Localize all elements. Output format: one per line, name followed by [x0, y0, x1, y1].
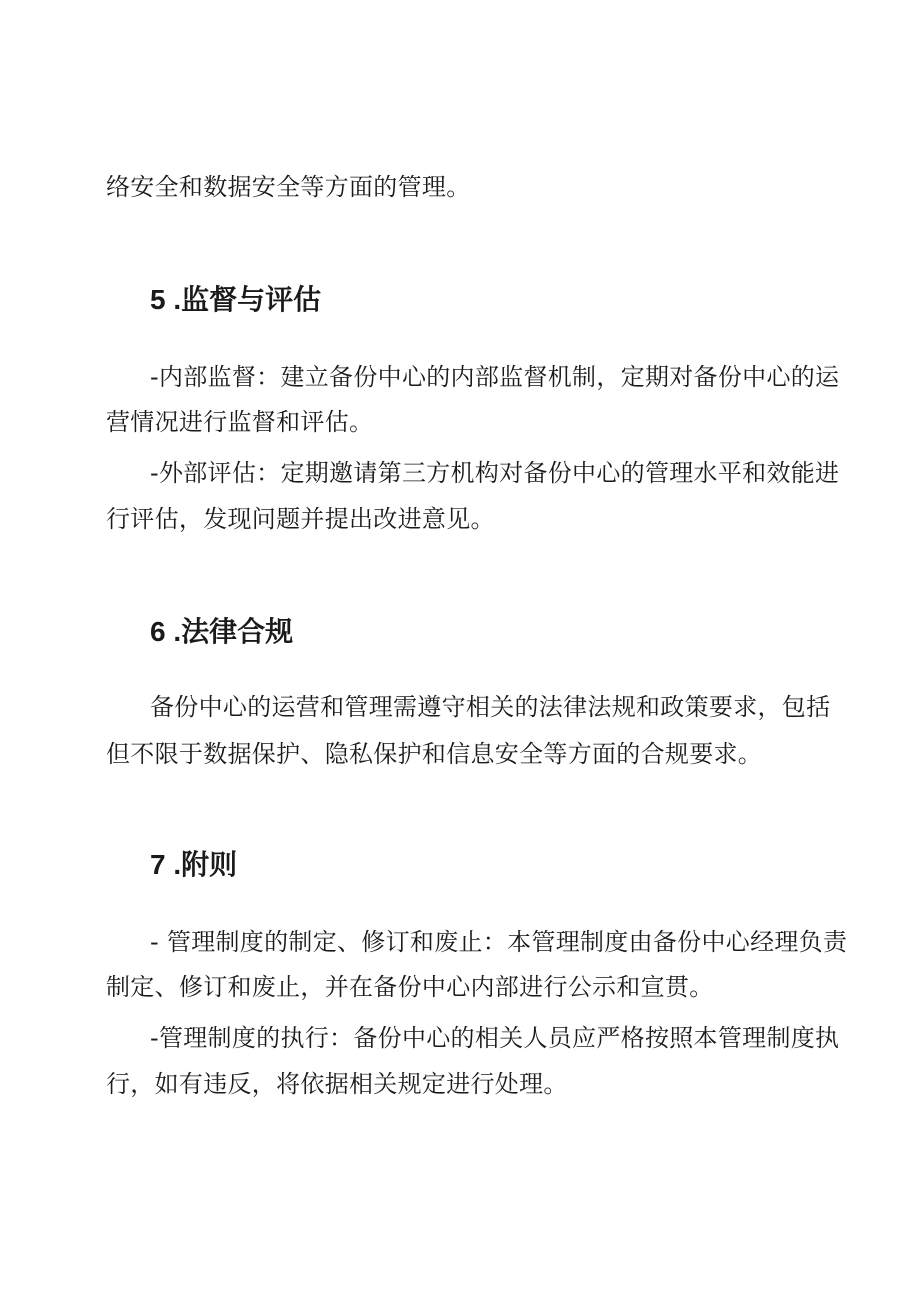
section-7-line-3: -管理制度的执行：备份中心的相关人员应严格按照本管理制度执	[150, 1024, 840, 1052]
section-5-line-4: 行评估，发现问题并提出改进意见。	[106, 505, 495, 533]
section-7-heading: 7 .附则	[150, 849, 238, 880]
section-5-line-2: 营情况进行监督和评估。	[106, 408, 374, 436]
intro-line: 络安全和数据安全等方面的管理。	[106, 173, 471, 201]
section-6-line-2: 但不限于数据保护、隐私保护和信息安全等方面的合规要求。	[106, 740, 763, 768]
section-7-line-4: 行，如有违反，将依据相关规定进行处理。	[106, 1070, 568, 1098]
section-7-line-1: - 管理制度的制定、修订和废止：本管理制度由备份中心经理负责	[150, 928, 848, 956]
section-7-line-2: 制定、修订和废止，并在备份中心内部进行公示和宣贯。	[106, 973, 714, 1001]
section-6-heading: 6 .法律合规	[150, 616, 294, 647]
section-5-line-1: -内部监督：建立备份中心的内部监督机制，定期对备份中心的运	[150, 363, 840, 391]
section-6-line-1: 备份中心的运营和管理需遵守相关的法律法规和政策要求，包括	[150, 693, 831, 721]
section-5-line-3: -外部评估：定期邀请第三方机构对备份中心的管理水平和效能进	[150, 459, 840, 487]
section-5-heading: 5 .监督与评估	[150, 284, 322, 315]
